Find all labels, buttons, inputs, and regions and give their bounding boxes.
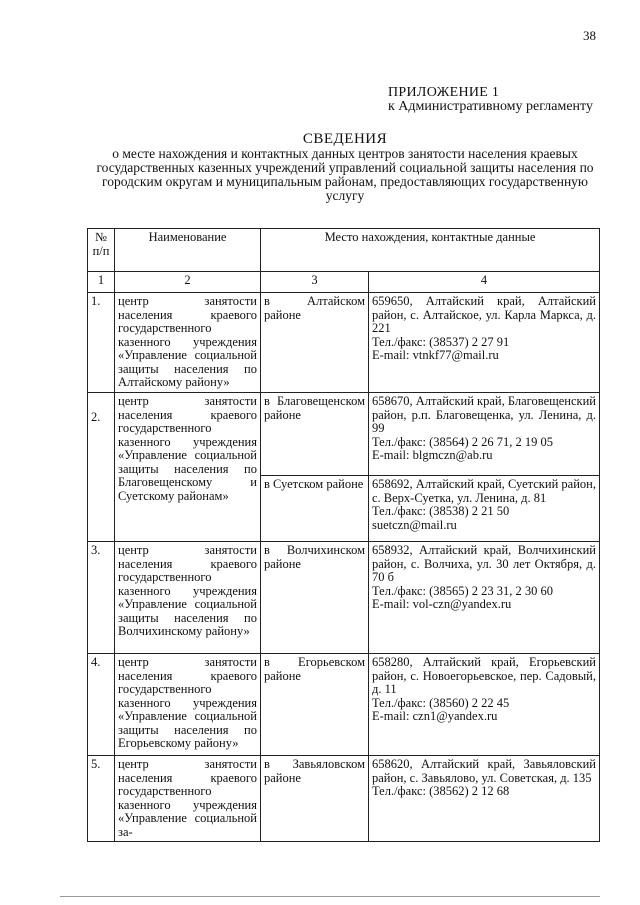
appendix-block — [388, 86, 598, 114]
contact-cell — [369, 293, 600, 393]
email-text: E-mail: blgmczn@ab.ru — [372, 448, 493, 462]
column-number: 1 — [88, 272, 115, 293]
heading-title: СВЕДЕНИЯ — [302, 131, 388, 147]
column-numbers-row — [88, 272, 600, 293]
header-name: Наименование — [115, 229, 261, 272]
phone-text: Тел./факс: (38564) 2 26 71, 2 19 05 — [372, 434, 554, 449]
address-text: 658692, Алтайский край, Суетский район, с. Верх-Суетка, ул. Ленина, д. 81 — [372, 477, 596, 505]
center-name: центр занятости населения краевого государственного казенного учреждения «Управление социальной за- — [115, 756, 261, 842]
heading-text: о месте нахождения и контактных данных центров занятости населения краевых государственных казенных учреждений управлений социальной защиты населения по городским округам и муниципальным районам, предоставляющих государственную услугу — [96, 146, 594, 203]
page-number: 38 — [583, 28, 596, 43]
phone-text: Тел./факс: (38560) 2 22 45 — [372, 695, 510, 710]
header-location: Место нахождения, контактные данные — [261, 229, 600, 272]
center-name: центр занятости населения краевого государственного казенного учреждения «Управление социальной защиты населения по Егорьевскому району» — [115, 654, 261, 756]
header-num: № п/п — [88, 229, 115, 272]
district-name: в Благовещенском районе — [261, 393, 369, 476]
contact-cell — [369, 756, 600, 842]
appendix-title: ПРИЛОЖЕНИЕ 1 — [388, 85, 500, 100]
phone-text: Тел./факс: (38537) 2 27 91 — [372, 334, 510, 349]
column-number: 4 — [369, 272, 600, 293]
district-name: в Волчихинском районе — [261, 542, 369, 654]
row-number: 1. — [88, 293, 115, 393]
email-text: E-mail: czn1@yandex.ru — [372, 709, 498, 723]
row-number: 2. — [88, 393, 115, 542]
document-heading — [90, 132, 600, 203]
table-row — [88, 654, 600, 756]
row-number: 5. — [88, 756, 115, 842]
address-text: 658932, Алтайский край, Волчихинский район, с. Волчиха, ул. 30 лет Октября, д. 70 б — [372, 543, 596, 584]
phone-text: Тел./факс: (38565) 2 23 31, 2 30 60 — [372, 583, 554, 598]
contact-cell — [369, 393, 600, 476]
phone-text: Тел./факс: (38562) 2 12 68 — [372, 784, 510, 798]
center-name: центр занятости населения краевого государственного казенного учреждения «Управление социальной защиты населения по Алтайскому району» — [115, 293, 261, 393]
address-text: 658280, Алтайский край, Егорьевский район, с. Новоегорьевское, пер. Садовый, д. 11 — [372, 655, 596, 696]
district-name: в Алтайском районе — [261, 293, 369, 393]
table-header-row — [88, 229, 600, 272]
table-row — [88, 542, 600, 654]
appendix-subtitle: к Административному регламенту — [388, 99, 593, 114]
column-number: 3 — [261, 272, 369, 293]
table-row — [88, 393, 600, 476]
email-text: E-mail: vtnkf77@mail.ru — [372, 348, 499, 362]
row-number: 4. — [88, 654, 115, 756]
centers-table — [87, 228, 600, 842]
page-bottom-rule — [60, 896, 600, 897]
row-number: 3. — [88, 542, 115, 654]
column-number: 2 — [115, 272, 261, 293]
contact-cell — [369, 542, 600, 654]
address-text: 658620, Алтайский край, Завьяловский район, с. Завьялово, ул. Советская, д. 135 — [372, 757, 596, 785]
district-name: в Суетском районе — [261, 476, 369, 542]
center-name: центр занятости населения краевого государственного казенного учреждения «Управление социальной защиты населения по Волчихинскому району» — [115, 542, 261, 654]
table-row — [88, 756, 600, 842]
email-text: E-mail: vol-czn@yandex.ru — [372, 597, 512, 611]
center-name: центр занятости населения краевого государственного казенного учреждения «Управление социальной защиты населения по Благовещенскому и Суетскому районам» — [115, 393, 261, 542]
contact-cell — [369, 654, 600, 756]
district-name: в Егорьевском районе — [261, 654, 369, 756]
address-text: 659650, Алтайский край, Алтайский район, с. Алтайское, ул. Карла Маркса, д. 221 — [372, 294, 596, 335]
contact-cell — [369, 476, 600, 542]
table-row — [88, 293, 600, 393]
address-text: 658670, Алтайский край, Благовещенский район, р.п. Благовещенка, ул. Ленина, д. 99 — [372, 394, 596, 435]
email-text: suetczn@mail.ru — [372, 517, 457, 532]
district-name: в Завьяловском районе — [261, 756, 369, 842]
phone-text: Тел./факс: (38538) 2 21 50 — [372, 504, 510, 518]
